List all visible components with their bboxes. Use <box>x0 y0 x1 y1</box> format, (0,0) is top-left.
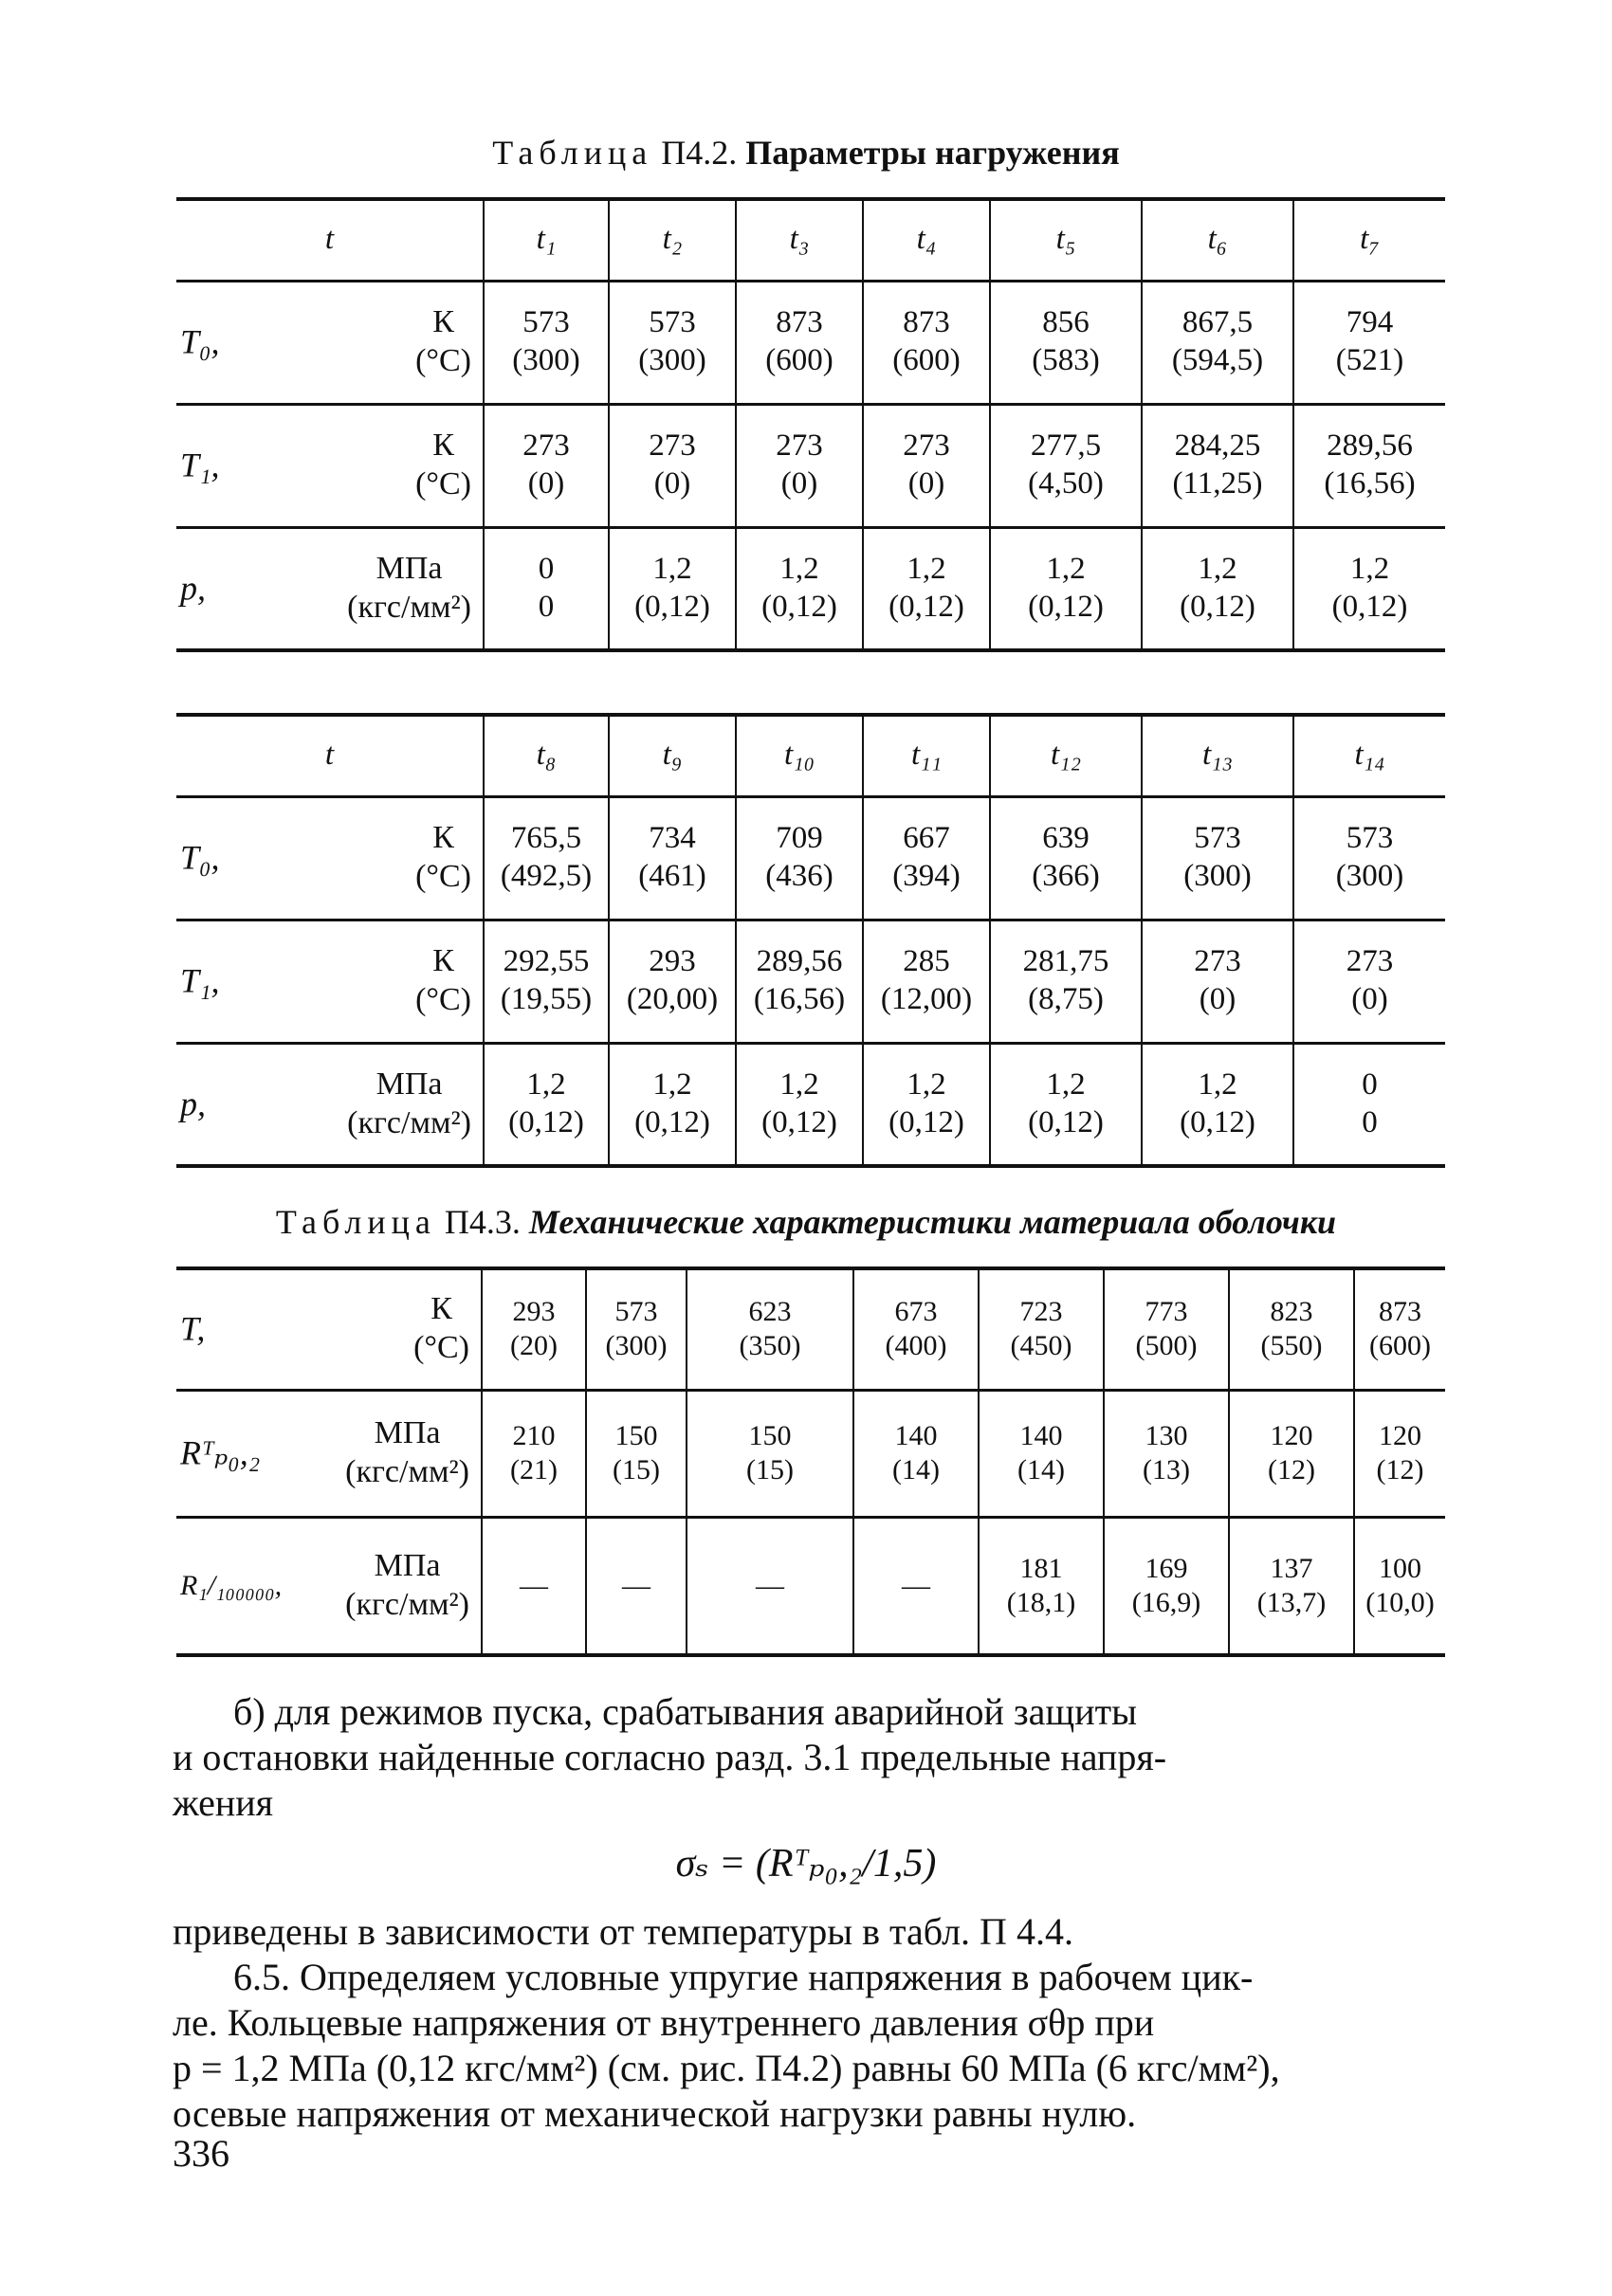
row-symbol: p, <box>180 569 206 608</box>
table-cell: 273 (0) <box>1293 920 1445 1043</box>
table-cell: 873 (600) <box>736 281 863 404</box>
table-cell: 823 (550) <box>1229 1268 1354 1390</box>
header-cell: t₃ <box>736 199 863 281</box>
table-cell: 140 (14) <box>853 1390 979 1517</box>
loading-parameters-table-1 <box>176 197 1445 652</box>
row-label <box>176 281 484 404</box>
table-cell: 100 (10,0) <box>1354 1517 1445 1655</box>
table-cell: 1,2 (0,12) <box>736 527 863 650</box>
row-unit: МПа (кгс/мм²) <box>347 550 471 625</box>
row-unit: К (°С) <box>415 428 471 501</box>
row-symbol: T₀, <box>180 838 220 877</box>
row-unit: К (°С) <box>415 943 471 1017</box>
row-label <box>176 527 484 650</box>
header-cell: t₉ <box>609 715 736 796</box>
table-cell: 210 (21) <box>482 1390 586 1517</box>
table-cell: 120 (12) <box>1229 1390 1354 1517</box>
table-cell: 709 (436) <box>736 796 863 920</box>
table-cell: 623 (350) <box>687 1268 853 1390</box>
text-line: 6.5. Определяем условные упругие напряжения в рабочем цик- <box>233 1956 1254 1998</box>
table-cell: 289,56 (16,56) <box>736 920 863 1043</box>
caption-title: Параметры нагружения <box>745 134 1120 172</box>
page-number: 336 <box>173 2132 229 2175</box>
text-line: p = 1,2 МПа (0,12 кгс/мм²) (см. рис. П4.2) равны 60 МПа (6 кгс/мм²), <box>173 2047 1280 2089</box>
row-symbol: Rᵀₚ₀,₂ <box>180 1433 261 1472</box>
text-line: б) для режимов пуска, срабатывания аварийной защиты <box>233 1690 1137 1733</box>
table-cell: 667 (394) <box>863 796 990 920</box>
table-cell: 765,5 (492,5) <box>484 796 609 920</box>
table-cell: 873 (600) <box>1354 1268 1445 1390</box>
table-cell: 1,2 (0,12) <box>863 527 990 650</box>
table-cell: — <box>853 1517 979 1655</box>
table-cell: — <box>586 1517 687 1655</box>
table-cell: 273 (0) <box>863 404 990 527</box>
row-label <box>176 1390 482 1517</box>
header-cell: t₅ <box>990 199 1142 281</box>
table-row <box>176 1043 1445 1166</box>
table-cell: 723 (450) <box>979 1268 1104 1390</box>
header-cell: t₄ <box>863 199 990 281</box>
table-cell: 293 (20) <box>482 1268 586 1390</box>
header-cell: t₈ <box>484 715 609 796</box>
header-cell: t₆ <box>1142 199 1293 281</box>
table-row <box>176 527 1445 650</box>
row-label <box>176 1268 482 1390</box>
table-row <box>176 404 1445 527</box>
table-cell: 273 (0) <box>609 404 736 527</box>
header-row <box>176 715 1445 796</box>
loading-parameters-table-2 <box>176 713 1445 1168</box>
text-line: и остановки найденные согласно разд. 3.1 предельные напря- <box>173 1736 1167 1778</box>
header-cell: t₁₄ <box>1293 715 1445 796</box>
caption-word: Таблица <box>275 1203 436 1241</box>
table-cell: 281,75 (8,75) <box>990 920 1142 1043</box>
table-cell: 289,56 (16,56) <box>1293 404 1445 527</box>
table-cell: 0 0 <box>1293 1043 1445 1166</box>
table-cell: 873 (600) <box>863 281 990 404</box>
header-corner: t <box>176 199 484 281</box>
table-cell: 573 (300) <box>484 281 609 404</box>
table-cell: 0 0 <box>484 527 609 650</box>
paragraph-elastic-stresses <box>173 1909 1443 2137</box>
table-cell: 137 (13,7) <box>1229 1517 1354 1655</box>
table-cell: 120 (12) <box>1354 1390 1445 1517</box>
table-cell: 1,2 (0,12) <box>1142 1043 1293 1166</box>
table-row <box>176 796 1445 920</box>
caption-title: Механические характеристики материала оболочки <box>528 1203 1337 1241</box>
table-row <box>176 920 1445 1043</box>
table-cell: — <box>687 1517 853 1655</box>
table-cell: 573 (300) <box>586 1268 687 1390</box>
table-cell: 1,2 (0,12) <box>484 1043 609 1166</box>
row-unit: К (°С) <box>413 1291 469 1366</box>
table-cell: 285 (12,00) <box>863 920 990 1043</box>
row-unit: К (°С) <box>415 304 471 378</box>
table-row <box>176 1268 1445 1390</box>
table-cell: 273 (0) <box>1142 920 1293 1043</box>
material-properties-table <box>176 1266 1445 1657</box>
text-line: приведены в зависимости от температуры в табл. П 4.4. <box>173 1910 1073 1953</box>
table-row <box>176 1390 1445 1517</box>
table-cell: 573 (300) <box>609 281 736 404</box>
table-cell: 673 (400) <box>853 1268 979 1390</box>
row-label <box>176 404 484 527</box>
table-cell: 130 (13) <box>1104 1390 1229 1517</box>
table-cell: 181 (18,1) <box>979 1517 1104 1655</box>
row-symbol: T₁, <box>180 446 220 484</box>
header-cell: t₁ <box>484 199 609 281</box>
text-line: осевые напряжения от механической нагрузки равны нулю. <box>173 2092 1137 2135</box>
table-cell: 284,25 (11,25) <box>1142 404 1293 527</box>
row-symbol: R₁/₁₀₀₀₀₀, <box>180 1569 283 1601</box>
table-cell: 734 (461) <box>609 796 736 920</box>
row-unit: МПа (кгс/мм²) <box>347 1066 471 1140</box>
table-cell: 273 (0) <box>484 404 609 527</box>
row-symbol: p, <box>180 1084 206 1123</box>
header-cell: t₁₂ <box>990 715 1142 796</box>
table-cell: 1,2 (0,12) <box>863 1043 990 1166</box>
table-row <box>176 1517 1445 1655</box>
table-cell: 1,2 (0,12) <box>990 1043 1142 1166</box>
row-unit: МПа (кгс/мм²) <box>345 1415 469 1489</box>
header-row <box>176 199 1445 281</box>
table-cell: 573 (300) <box>1142 796 1293 920</box>
table-cell: 169 (16,9) <box>1104 1517 1229 1655</box>
header-cell: t₁₀ <box>736 715 863 796</box>
table-cell: 292,55 (19,55) <box>484 920 609 1043</box>
table-cell: 277,5 (4,50) <box>990 404 1142 527</box>
table-cell: 639 (366) <box>990 796 1142 920</box>
header-cell: t₂ <box>609 199 736 281</box>
row-label <box>176 920 484 1043</box>
row-label <box>176 1043 484 1166</box>
caption-number: П4.2. <box>661 134 738 172</box>
row-unit: МПа (кгс/мм²) <box>345 1547 469 1622</box>
table-cell: 1,2 (0,12) <box>609 527 736 650</box>
table-cell: 140 (14) <box>979 1390 1104 1517</box>
row-label <box>176 796 484 920</box>
table-caption-p4-2 <box>0 133 1612 173</box>
table-row <box>176 281 1445 404</box>
row-symbol: T, <box>180 1309 206 1348</box>
text-line: ле. Кольцевые напряжения от внутреннего давления σθp при <box>173 2001 1155 2044</box>
table-cell: 573 (300) <box>1293 796 1445 920</box>
header-corner: t <box>176 715 484 796</box>
table-cell: 1,2 (0,12) <box>1293 527 1445 650</box>
table-cell: 293 (20,00) <box>609 920 736 1043</box>
caption-number: П4.3. <box>444 1203 521 1241</box>
table-cell: 867,5 (594,5) <box>1142 281 1293 404</box>
table-cell: 150 (15) <box>586 1390 687 1517</box>
header-cell: t₁₁ <box>863 715 990 796</box>
table-cell: 150 (15) <box>687 1390 853 1517</box>
table-caption-p4-3 <box>0 1202 1612 1242</box>
table-cell: 794 (521) <box>1293 281 1445 404</box>
table-cell: 1,2 (0,12) <box>990 527 1142 650</box>
table-cell: 1,2 (0,12) <box>1142 527 1293 650</box>
header-cell: t₁₃ <box>1142 715 1293 796</box>
row-unit: К (°С) <box>415 820 471 894</box>
paragraph-limit-stresses <box>173 1689 1443 1826</box>
formula-sigma-s: σₛ = (Rᵀₚ₀,₂/1,5) <box>675 1842 937 1886</box>
text-line: жения <box>173 1781 274 1824</box>
caption-word: Таблица <box>492 134 653 172</box>
header-cell: t₇ <box>1293 199 1445 281</box>
row-label <box>176 1517 482 1655</box>
table-cell: 856 (583) <box>990 281 1142 404</box>
row-symbol: T₁, <box>180 961 220 1000</box>
table-cell: 1,2 (0,12) <box>736 1043 863 1166</box>
table-cell: — <box>482 1517 586 1655</box>
table-cell: 1,2 (0,12) <box>609 1043 736 1166</box>
table-cell: 273 (0) <box>736 404 863 527</box>
table-cell: 773 (500) <box>1104 1268 1229 1390</box>
row-symbol: T₀, <box>180 322 220 361</box>
